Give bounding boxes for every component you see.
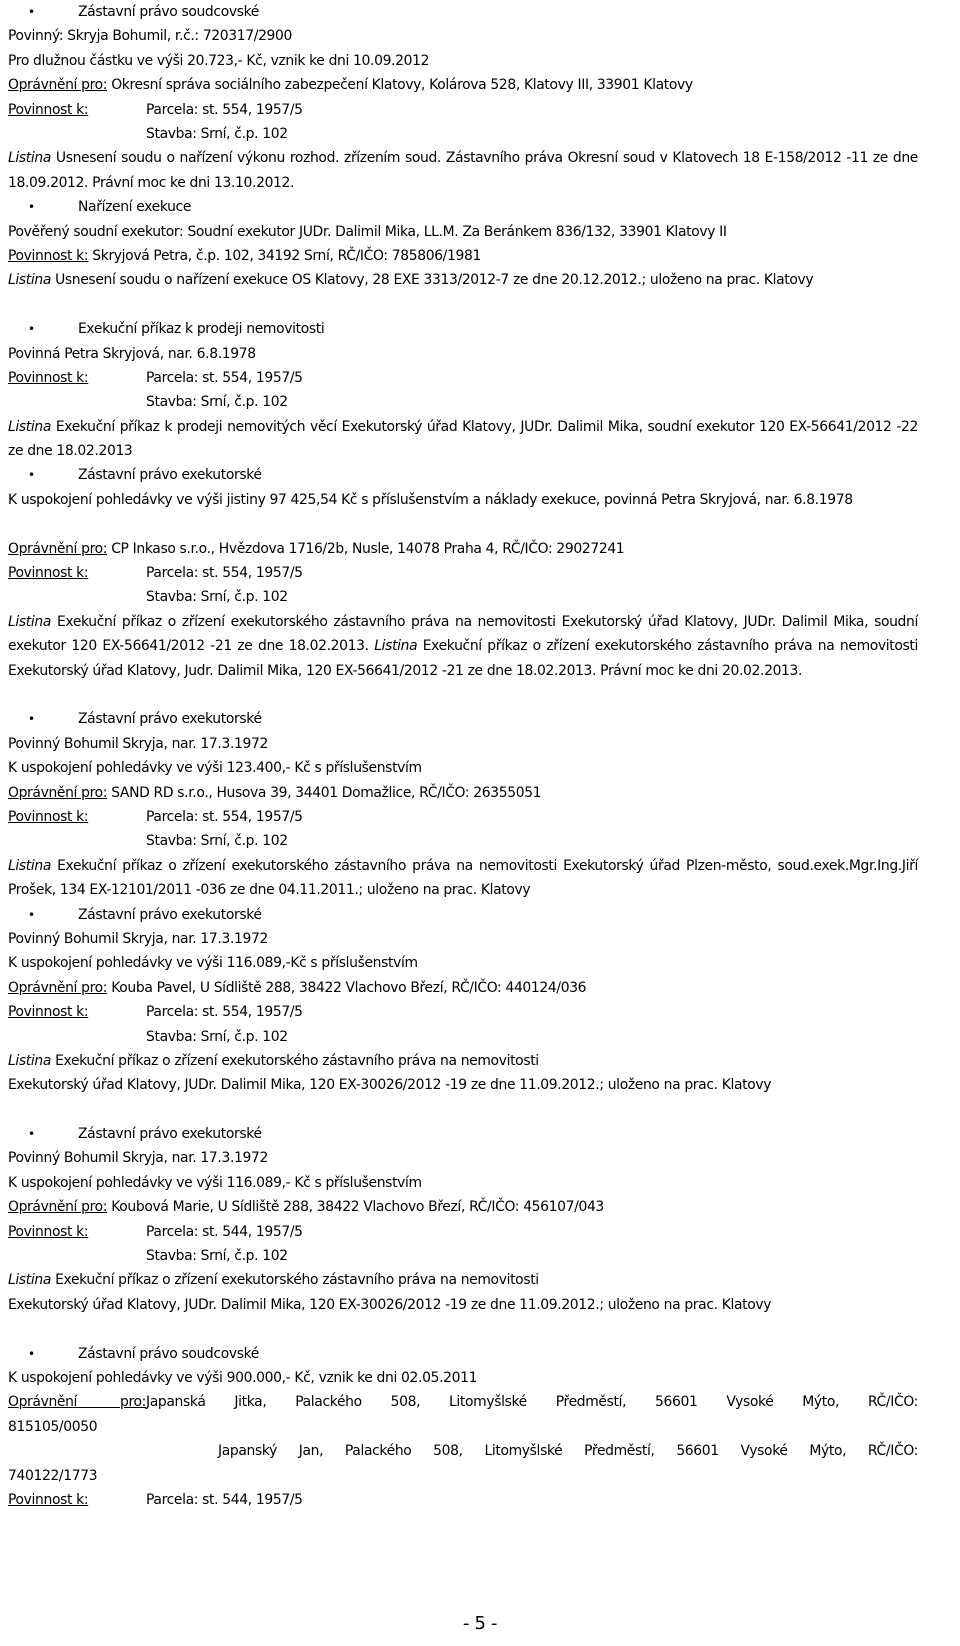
bullet-icon: • (28, 468, 35, 483)
labeled-line (8, 98, 918, 122)
field-value: Stavba: Srní, č.p. 102 (146, 125, 288, 142)
text-line (8, 756, 918, 780)
section-title: Exekuční příkaz k prodeji nemovitosti (78, 321, 325, 338)
line-text: Povinný Bohumil Skryja, nar. 17.3.1972 (8, 735, 268, 752)
text-line (8, 49, 918, 73)
section-heading (8, 195, 918, 219)
listina-label: Listina (374, 638, 418, 655)
labeled-line (8, 73, 918, 97)
listina-paragraph (8, 1293, 918, 1342)
listina-paragraph (8, 1073, 918, 1122)
paragraph-text: K uspokojení pohledávky ve výši jistiny 97 425,54 Kč s příslušenstvím a náklady exekuce, povinná Petra Skryjová, nar. 6.8.1978 (8, 491, 853, 508)
field-label: Povinnost k: (8, 1004, 89, 1021)
listina-label: Listina (8, 857, 52, 874)
paragraph-text: Exekuční příkaz o zřízení exekutorského zástavního práva na nemovitosti (51, 1052, 539, 1069)
line-text: Povinný Bohumil Skryja, nar. 17.3.1972 (8, 930, 268, 947)
field-value: Koubová Marie, U Sídliště 288, 38422 Vlachovo Březí, RČ/IČO: 456107/043 (111, 1199, 604, 1216)
labeled-line (8, 366, 918, 390)
section-heading (8, 0, 918, 24)
label-column (8, 1390, 146, 1414)
text-line (8, 220, 918, 244)
indented-line (8, 1439, 918, 1463)
text-line (8, 1366, 918, 1390)
paragraph-text: Exekuční příkaz o zřízení exekutorského zástavního práva na nemovitosti Exekutorský úřad Klatovy, Judr. Dalimil Mika, 120 EX-56641/2012 -21 ze dne 18.02.2013. Právní moc ke dni 20.02.2013. (8, 638, 919, 679)
field-label: Oprávnění pro: (8, 540, 108, 557)
labeled-line (8, 781, 918, 805)
listina-label: Listina (8, 272, 52, 289)
field-label: Povinnost k: (8, 565, 89, 582)
field-value: Okresní správa sociálního zabezpečení Klatovy, Kolárova 528, Klatovy III, 33901 Klatovy (111, 77, 693, 94)
text-line (8, 1464, 918, 1488)
listina-paragraph (8, 1049, 918, 1073)
field-label: Povinnost k: (8, 808, 89, 825)
labeled-line (8, 1488, 918, 1512)
field-label: Oprávnění pro: (8, 784, 108, 801)
field-value: CP Inkaso s.r.o., Hvězdova 1716/2b, Nusle, 14078 Praha 4, RČ/IČO: 29027241 (111, 540, 625, 557)
paragraph-text: Exekutorský úřad Klatovy, JUDr. Dalimil Mika, 120 EX-30026/2012 -19 ze dne 11.09.2012.; uloženo na prac. Klatovy (8, 1296, 772, 1313)
bullet-icon: • (28, 907, 35, 922)
line-text: K uspokojení pohledávky ve výši 123.400,- Kč s příslušenstvím (8, 760, 422, 777)
field-value: Parcela: st. 554, 1957/5 (146, 1004, 303, 1021)
listina-label: Listina (8, 150, 52, 167)
line-text: K uspokojení pohledávky ve výši 900.000,- Kč, vznik ke dni 02.05.2011 (8, 1370, 478, 1387)
field-value: Stavba: Srní, č.p. 102 (146, 833, 288, 850)
text-line (8, 1146, 918, 1170)
bullet-icon: • (28, 322, 35, 337)
line-text: Pro dlužnou částku ve výši 20.723,- Kč, vznik ke dni 10.09.2012 (8, 52, 430, 69)
section-title: Zástavní právo exekutorské (78, 1126, 262, 1143)
labeled-line (8, 1000, 918, 1024)
listina-paragraph (8, 415, 918, 464)
paragraph-text: Exekuční příkaz o zřízení exekutorského zástavního práva na nemovitosti Exekutorský úřad Plzen-město, soud.exek.Mgr.Ing.Jiří Prošek, 134 EX-12101/2011 -036 ze dne 04.11.2011.; uloženo na prac. Klatovy (8, 857, 918, 899)
labeled-line (8, 1195, 918, 1219)
paragraph-text: Exekutorský úřad Klatovy, JUDr. Dalimil Mika, 120 EX-30026/2012 -19 ze dne 11.09.2012.; uloženo na prac. Klatovy (8, 1077, 772, 1094)
listina-label: Listina (8, 613, 52, 630)
line-text: K uspokojení pohledávky ve výši 116.089,- Kč s příslušenstvím (8, 1174, 422, 1191)
indented-line (8, 390, 918, 414)
labeled-line (8, 244, 918, 268)
label-column (8, 1220, 146, 1244)
section-heading (8, 707, 918, 731)
labeled-line (8, 537, 918, 561)
label-column (8, 1000, 146, 1024)
field-label: Povinnost k: (8, 247, 89, 264)
labeled-line (8, 561, 918, 585)
section-heading (8, 463, 918, 487)
field-value: Stavba: Srní, č.p. 102 (146, 589, 288, 606)
section-title: Zástavní právo exekutorské (78, 906, 262, 923)
field-value: Parcela: st. 554, 1957/5 (146, 369, 303, 386)
text-line (8, 1171, 918, 1195)
line-text: 740122/1773 (8, 1467, 98, 1484)
line-text: Povinný Bohumil Skryja, nar. 17.3.1972 (8, 1150, 268, 1167)
label-column (8, 805, 146, 829)
field-value: Stavba: Srní, č.p. 102 (146, 1028, 288, 1045)
paragraph-text: Usnesení soudu o nařízení výkonu rozhod. zřízením soud. Zástavního práva Okresní soud v Klatovech 18 E-158/2012 -11 ze dne 18.09.2012. Právní moc ke dni 13.10.2012. (8, 150, 918, 191)
labeled-line (8, 976, 918, 1000)
field-value: Parcela: st. 554, 1957/5 (146, 808, 303, 825)
page-number: - 5 - (462, 1613, 498, 1634)
label-column (8, 1488, 146, 1512)
section-heading (8, 1122, 918, 1146)
line-text: Pověřený soudní exekutor: Soudní exekutor JUDr. Dalimil Mika, LL.M. Za Beránkem 836/132, 33901 Klatovy II (8, 223, 727, 240)
labeled-line (8, 1220, 918, 1244)
field-value: Japanský Jan, Palackého 508, Litomyšlské Předměstí, 56601 Vysoké Mýto, RČ/IČO: (218, 1443, 918, 1460)
field-value: Parcela: st. 544, 1957/5 (146, 1491, 303, 1508)
field-value: Parcela: st. 544, 1957/5 (146, 1223, 303, 1240)
field-label: Povinnost k: (8, 1223, 89, 1240)
indented-line (8, 585, 918, 609)
section-title: Zástavní právo soudcovské (78, 4, 259, 20)
indented-line (8, 829, 918, 853)
field-label: Povinnost k: (8, 369, 89, 386)
field-label: Povinnost k: (8, 1491, 89, 1508)
section-heading (8, 317, 918, 341)
paragraph-text: Usnesení soudu o nařízení exekuce OS Klatovy, 28 EXE 3313/2012-7 ze dne 20.12.2012.; uloženo na prac. Klatovy (51, 272, 814, 289)
section-title: Zástavní právo exekutorské (78, 711, 262, 728)
text-line (8, 24, 918, 48)
section-title: Zástavní právo soudcovské (78, 1345, 259, 1362)
section-title: Nařízení exekuce (78, 199, 192, 216)
listina-paragraph (8, 854, 918, 903)
field-label: Oprávnění pro: (8, 77, 108, 94)
labeled-line (8, 1390, 918, 1414)
field-label: Povinnost k: (8, 101, 89, 118)
field-value: Kouba Pavel, U Sídliště 288, 38422 Vlachovo Březí, RČ/IČO: 440124/036 (111, 979, 587, 996)
line-text: 815105/0050 (8, 1418, 98, 1435)
listina-label: Listina (8, 1052, 52, 1069)
bullet-icon: • (28, 1127, 35, 1142)
bullet-icon: • (28, 5, 35, 19)
labeled-line (8, 805, 918, 829)
bullet-icon: • (28, 712, 35, 727)
listina-paragraph (8, 146, 918, 195)
indented-line (8, 1244, 918, 1268)
line-text: Povinná Petra Skryjová, nar. 6.8.1978 (8, 345, 256, 362)
text-line (8, 927, 918, 951)
line-text: Povinný: Skryja Bohumil, r.č.: 720317/2900 (8, 28, 293, 45)
section-title: Zástavní právo exekutorské (78, 467, 262, 484)
listina-paragraph (8, 268, 918, 317)
listina-paragraph (8, 488, 918, 537)
bullet-icon: • (28, 200, 35, 215)
listina-paragraph (8, 610, 918, 708)
field-value: Stavba: Srní, č.p. 102 (146, 1248, 288, 1265)
paragraph-text: Exekuční příkaz k prodeji nemovitých věcí Exekutorský úřad Klatovy, JUDr. Dalimil Mika, soudní exekutor 120 EX-56641/2012 -22 ze dne 18.02.2013 (8, 418, 918, 460)
paragraph-text: Exekuční příkaz o zřízení exekutorského zástavního práva na nemovitosti Exekutorský úřad Klatovy, JUDr. Dalimil Mika, soudní exekutor 120 EX-56641/2012 -21 ze dne 18.02.2013. (8, 613, 918, 655)
label-column (8, 98, 146, 122)
label-column (8, 561, 146, 585)
field-label: Oprávnění pro: (8, 1199, 108, 1216)
indented-line (8, 122, 918, 146)
section-heading (8, 903, 918, 927)
field-value: Japanská Jitka, Palackého 508, Litomyšlské Předměstí, 56601 Vysoké Mýto, RČ/IČO: (146, 1394, 918, 1411)
line-text: K uspokojení pohledávky ve výši 116.089,-Kč s příslušenstvím (8, 955, 418, 972)
text-line (8, 1415, 918, 1439)
text-line (8, 732, 918, 756)
document-body (8, 0, 918, 1512)
indented-line (8, 1025, 918, 1049)
field-label: Oprávnění pro: (8, 979, 108, 996)
section-heading (8, 1342, 918, 1366)
field-label: Oprávnění pro: (8, 1394, 146, 1411)
text-line (8, 342, 918, 366)
bullet-icon: • (28, 1346, 35, 1361)
label-column (8, 366, 146, 390)
field-value: Parcela: st. 554, 1957/5 (146, 101, 303, 118)
listina-label: Listina (8, 418, 52, 435)
field-value: Parcela: st. 554, 1957/5 (146, 565, 303, 582)
listina-label: Listina (8, 1272, 52, 1289)
text-line (8, 951, 918, 975)
field-value: SAND RD s.r.o., Husova 39, 34401 Domažlice, RČ/IČO: 26355051 (111, 784, 542, 801)
listina-paragraph (8, 1268, 918, 1292)
field-value: Stavba: Srní, č.p. 102 (146, 394, 288, 411)
field-value: Skryjová Petra, č.p. 102, 34192 Srní, RČ/IČO: 785806/1981 (92, 247, 481, 264)
paragraph-text: Exekuční příkaz o zřízení exekutorského zástavního práva na nemovitosti (51, 1272, 539, 1289)
